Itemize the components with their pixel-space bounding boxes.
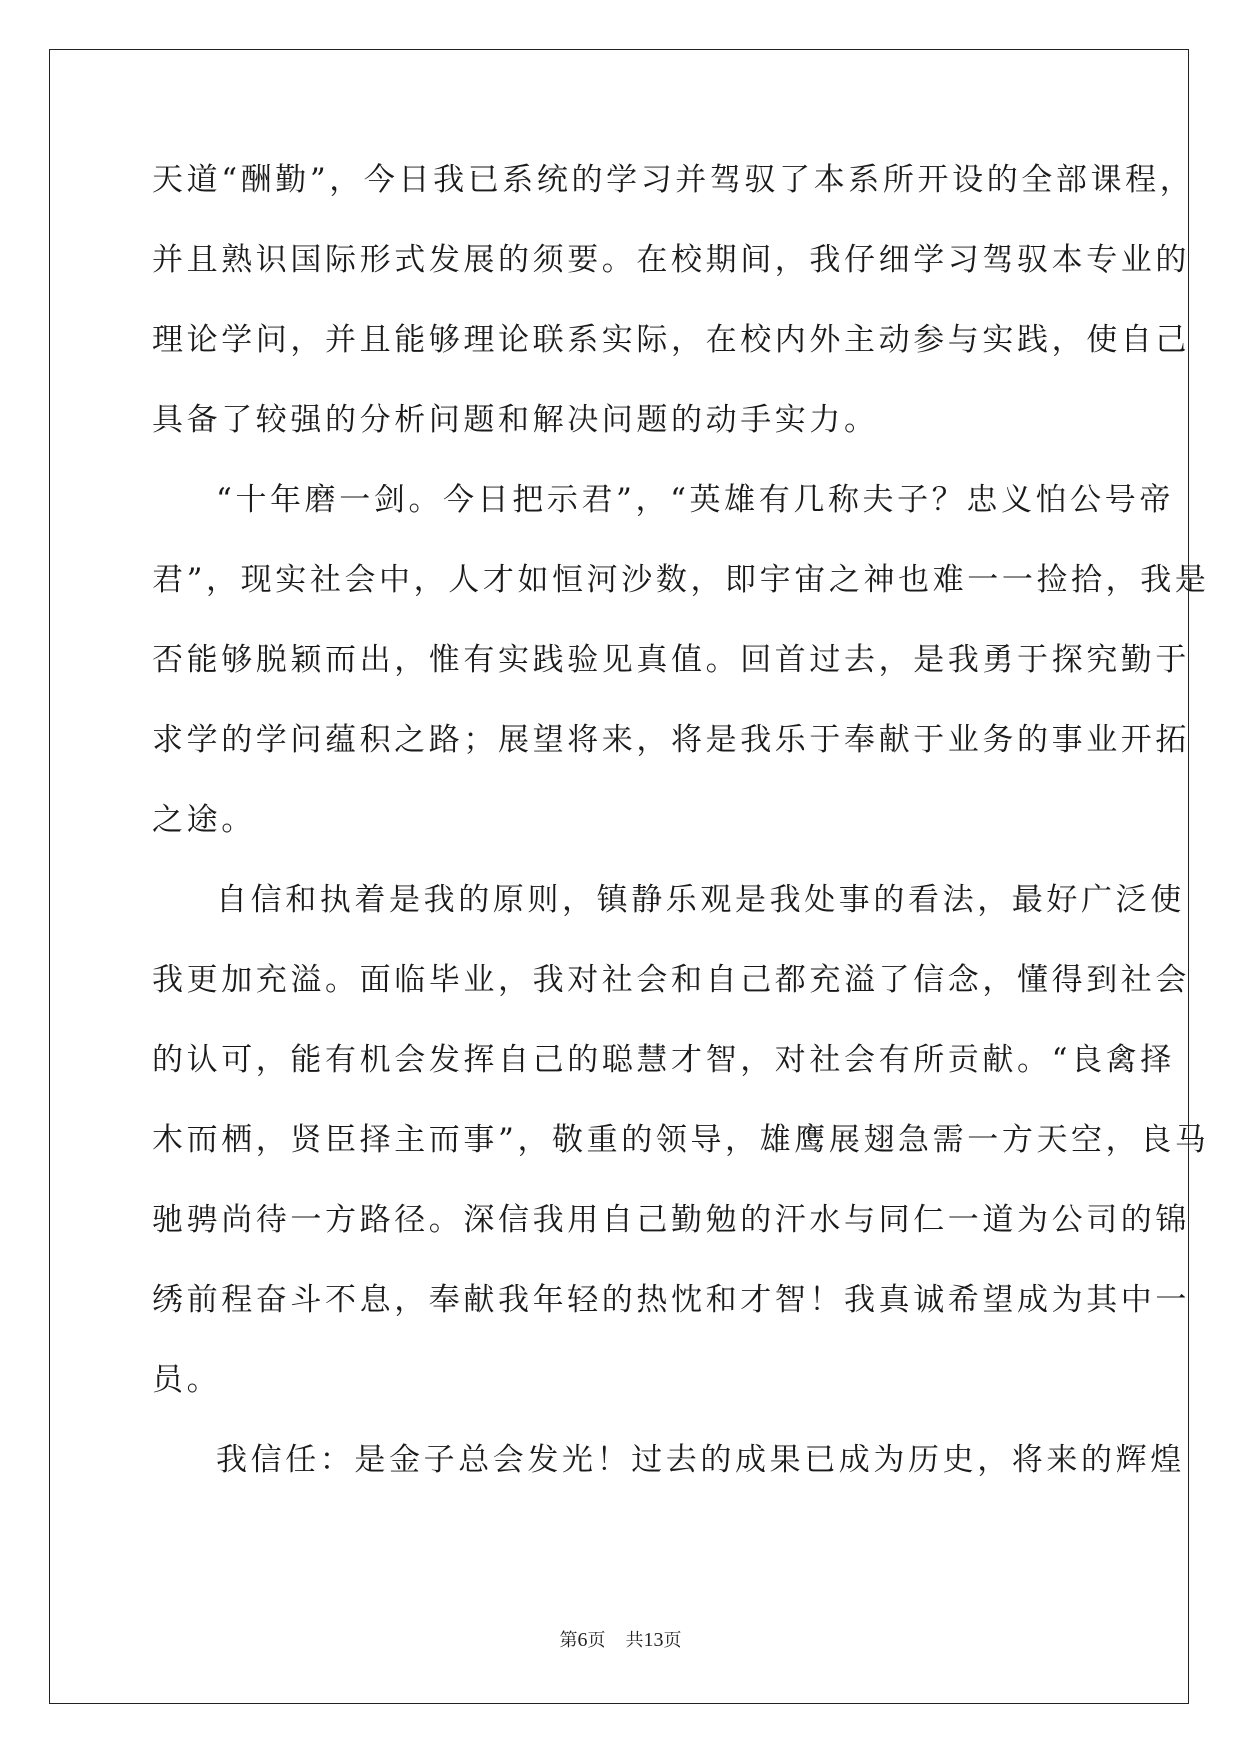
- text-line: 之途。: [152, 802, 256, 838]
- text-line: “十年磨一剑。今日把示君”，“英雄有几称夫子？忠义怕公号帝: [216, 482, 1174, 518]
- total-suffix: 页: [663, 1630, 682, 1651]
- page-number: 6: [577, 1629, 588, 1651]
- text-line: 绣前程奋斗不息，奉献我年轻的热忱和才智！我真诚希望成为其中一: [152, 1282, 1190, 1318]
- text-line: 驰骋尚待一方路径。深信我用自己勤勉的汗水与同仁一道为公司的锦: [152, 1202, 1190, 1238]
- page-suffix: 页: [587, 1630, 606, 1651]
- document-body: [152, 150, 1210, 1510]
- text-line: 木而栖，贤臣择主而事”，敬重的领导，雄鹰展翅急需一方天空，良马: [152, 1122, 1210, 1158]
- text-line: 我信任：是金子总会发光！过去的成果已成为历史，将来的辉煌: [216, 1442, 1185, 1478]
- text-line: 并且熟识国际形式发展的须要。在校期间，我仔细学习驾驭本专业的: [152, 242, 1190, 278]
- text-line: 的认可，能有机会发挥自己的聪慧才智，对社会有所贡献。“良禽择: [152, 1042, 1175, 1078]
- text-line: 员。: [152, 1362, 222, 1398]
- text-line: 求学的学问蕴积之路；展望将来，将是我乐于奉献于业务的事业开拓: [152, 722, 1190, 758]
- text-line: 我更加充溢。面临毕业，我对社会和自己都充溢了信念，懂得到社会: [152, 962, 1190, 998]
- text-line: 君”，现实社会中，人才如恒河沙数，即宇宙之神也难一一捡拾，我是: [152, 562, 1210, 598]
- text-line: 自信和执着是我的原则，镇静乐观是我处事的看法，最好广泛使: [216, 882, 1185, 918]
- page-prefix: 第: [559, 1630, 578, 1651]
- total-prefix: 共: [625, 1630, 644, 1651]
- text-line: 否能够脱颖而出，惟有实践验见真值。回首过去，是我勇于探究勤于: [152, 642, 1190, 678]
- text-line: 具备了较强的分析问题和解决问题的动手实力。: [152, 402, 879, 438]
- text-line: 理论学问，并且能够理论联系实际，在校内外主动参与实践，使自己: [152, 322, 1190, 358]
- total-pages: 13: [643, 1629, 664, 1651]
- text-line: 天道“酬勤”，今日我已系统的学习并驾驭了本系所开设的全部课程，: [152, 162, 1195, 198]
- page-footer: [0, 1626, 1241, 1652]
